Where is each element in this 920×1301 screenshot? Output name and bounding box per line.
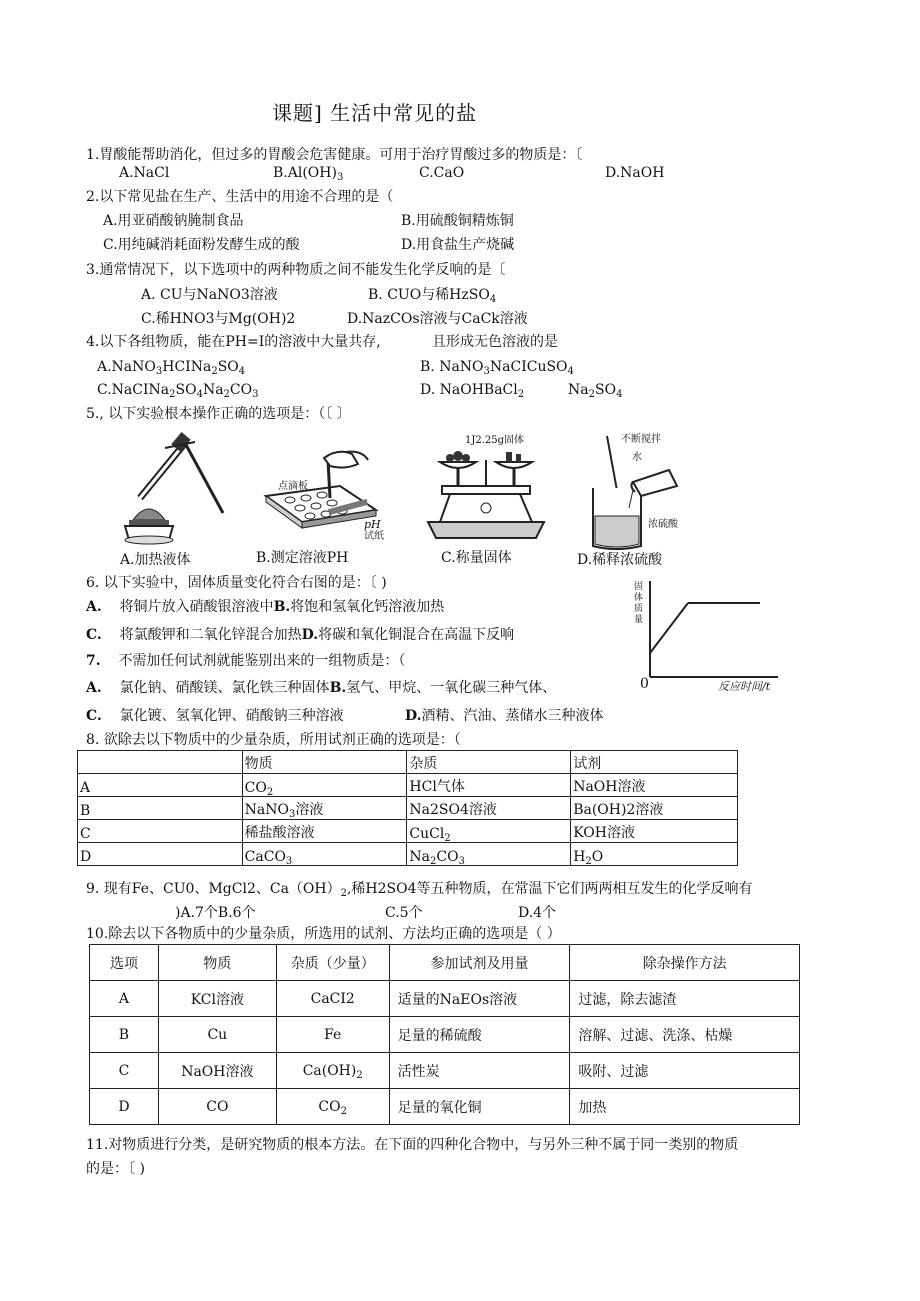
q7-stem: 7. 不需加任何试剂就能鉴别出来的一组物质是：（ [86, 653, 406, 669]
q4-option-c: $C.NaCINa_2SO_4Na_2CO_3$ [97, 382, 259, 400]
q6-stem: 6. 以下实验中，固体质量变化符合右图的是：〔 ) [86, 575, 387, 591]
q10-table [89, 944, 800, 1125]
table-cell: 足量的稀硫酸 [389, 1017, 570, 1053]
table-cell: CaCO$_3$ [242, 843, 407, 866]
q1-option-a: A.NaCl [119, 165, 170, 181]
table-cell: A [78, 774, 243, 797]
table-row [78, 843, 738, 866]
q11-line2: 的是：〔 ) [86, 1161, 145, 1177]
q5-option-a: A.加热液体 [120, 552, 191, 568]
table-cell: 活性炭 [389, 1053, 570, 1089]
q10-stem: 10.除去以下各物质中的少量杂质，所选用的试剂、方法均正确的选项是（ ） [86, 926, 561, 942]
table-cell: Fe [276, 1017, 389, 1053]
q3-option-b: B. CUO与稀HzSO$_4$ [368, 287, 497, 305]
table-cell: $CO_2$ [276, 1089, 389, 1125]
q9-options-ab: )A.7个B.6个 [175, 905, 256, 921]
q2-option-d: D.用食盐生产烧碱 [401, 237, 515, 253]
table-header-row [78, 751, 738, 774]
table-cell: $CO_2$ [242, 774, 407, 797]
q1-option-c: C.CaO [419, 165, 465, 181]
fig-c-label: 1J2.25g固体 [465, 435, 525, 446]
table-cell: 物质 [158, 945, 276, 981]
table-cell: NaOH溶液 [158, 1053, 276, 1089]
table-cell: NaNO$_3$溶液 [242, 797, 407, 820]
q6-options-ab: A. 将铜片放入硝酸银溶液中B.将饱和氢氧化钙溶液加热 [86, 599, 445, 615]
fig-d-label-water: 水 [632, 452, 642, 463]
fig-d-label-acid: 浓硫酸 [648, 519, 678, 530]
q4-stem-end: 且形成无色溶液的是 [432, 334, 558, 350]
q6-options-cd: C. 将氯酸钾和二氧化锌混合加热D.将碳和氧化铜混合在高温下反响 [86, 627, 515, 643]
q5-option-c: C.称量固体 [441, 550, 512, 566]
table-cell: CuCl$_2$ [407, 820, 571, 843]
table-cell: NaOH溶液 [571, 774, 738, 797]
table-cell: C [90, 1053, 159, 1089]
table-cell: 吸附、过滤 [570, 1053, 800, 1089]
table-row [78, 774, 738, 797]
q11-line1: 11.对物质进行分类，是研究物质的根本方法。在下面的四种化合物中，与另外三种不属于同一类别的物质 [86, 1137, 739, 1153]
q2-option-b: B.用硫酸铜精炼铜 [401, 213, 514, 229]
q1-option-d: D.NaOH [605, 165, 665, 181]
q2-option-c: C.用纯碱消耗面粉发酵生成的酸 [103, 237, 300, 253]
table-cell: 物质 [242, 751, 407, 774]
q8-stem: 8. 欲除去以下物质中的少量杂质，所用试剂正确的选项是：（ [86, 732, 461, 748]
table-cell: HCl气体 [407, 774, 571, 797]
q9-option-c: C.5个 [385, 905, 423, 921]
table-row [90, 981, 800, 1017]
table-cell: CO [158, 1089, 276, 1125]
table-cell: $Na_2CO_3$ [407, 843, 571, 866]
q5-option-d: D.稀释浓硫酸 [577, 552, 663, 568]
q7-option-c: C. 氯化镀、氢氧化钾、硝酸钠三种溶液 [86, 708, 344, 724]
q3-option-a: A. CU与NaNO3溶液 [141, 287, 278, 303]
table-cell: 适量的NaEOs溶液 [389, 981, 570, 1017]
q5-stem: 5., 以下实验根本操作正确的选项是：（〔 〕 [86, 406, 351, 422]
q1-option-b: $B.Al(OH)_3$ [273, 165, 344, 183]
q4-option-d-part2: $Na_2SO_4$ [568, 382, 623, 400]
q4-option-b: B. NaNO$_3$NaCICuSO$_4$ [420, 359, 574, 377]
table-cell: 选项 [90, 945, 159, 981]
fig-d-label-stir: 不断搅拌 [621, 434, 661, 445]
page-title: 课题] 生活中常见的盐 [272, 101, 478, 125]
q1-stem: 1.胃酸能帮助消化，但过多的胃酸会危害健康。可用于治疗胃酸过多的物质是：〔 [86, 147, 583, 163]
table-cell: 杂质 [407, 751, 571, 774]
table-cell: B [90, 1017, 159, 1053]
table-cell: A [90, 981, 159, 1017]
table-row [90, 1089, 800, 1125]
table-cell: 试剂 [571, 751, 738, 774]
q4-option-d: D. NaOHBaCl$_2$ [420, 382, 525, 400]
q9-stem: 9. 现有Fe、CU0、MgCl2、$Ca(OH)_2$,稀H2SO4等五种物质，在常温下它们两两相互发生的化学反响有 [86, 881, 753, 899]
q3-option-c: C.稀HNO3与Mg(OH)2 [141, 311, 296, 327]
table-cell: D [90, 1089, 159, 1125]
q4-option-a: $A.NaNO_3HCINa_2SO_4$ [97, 359, 246, 377]
table-cell: KCl溶液 [158, 981, 276, 1017]
figure-heating-liquid [115, 428, 235, 550]
table-cell: Na2SO4溶液 [407, 797, 571, 820]
fig-b-label-paper: 试纸 [364, 531, 384, 542]
q3-stem: 3.通常情况下，以下选项中的两种物质之间不能发生化学反响的是〔 [86, 262, 506, 278]
q3-option-d: D.NazCOs溶液与CaCk溶液 [347, 311, 528, 327]
q7-options-ab: A. 氯化钠、硝酸镁、氯化铁三种固体B.氢气、甲烷、一氧化碳三种气体、 [86, 680, 557, 696]
table-cell: 杂质（少量） [276, 945, 389, 981]
q9-option-d: D.4个 [518, 905, 557, 921]
table-row [90, 1017, 800, 1053]
table-cell: 加热 [570, 1089, 800, 1125]
table-cell: 足量的氧化铜 [389, 1089, 570, 1125]
fig-b-label-board: 点滴板 [278, 481, 308, 492]
table-cell: 过滤，除去滤渣 [570, 981, 800, 1017]
table-cell: B [78, 797, 243, 820]
table-cell: $Ca(OH)_2$ [276, 1053, 389, 1089]
table-header-row [90, 945, 800, 981]
q7-option-d: D.酒精、汽油、蒸储水三种液体 [405, 708, 604, 724]
table-cell [78, 751, 243, 774]
table-row [78, 820, 738, 843]
table-row [78, 797, 738, 820]
table-cell: 除杂操作方法 [570, 945, 800, 981]
table-cell: Ba(OH)2溶液 [571, 797, 738, 820]
q5-option-b: B.测定溶液PH [256, 550, 349, 566]
q6-graph [628, 575, 788, 695]
table-cell: $H_2O$ [571, 843, 738, 866]
table-cell: D [78, 843, 243, 866]
table-cell: Cu [158, 1017, 276, 1053]
graph-x-label: 反应时间/t [718, 680, 771, 693]
table-cell: C [78, 820, 243, 843]
q2-option-a: A.用亚硝酸钠腌制食品 [103, 213, 244, 229]
q2-stem: 2.以下常见盐在生产、生活中的用途不合理的是（ [86, 189, 394, 205]
q4-stem: 4.以下各组物质，能在PH=I的溶液中大量共存, [86, 334, 381, 350]
graph-y-label: 固体质量 [634, 582, 644, 625]
table-cell: 稀盐酸溶液 [242, 820, 407, 843]
table-cell: 参加试剂及用量 [389, 945, 570, 981]
figure-balance [420, 442, 555, 544]
table-cell: 溶解、过滤、洗涤、枯燥 [570, 1017, 800, 1053]
table-row [90, 1053, 800, 1089]
graph-origin: 0 [640, 676, 649, 692]
q8-table [77, 750, 738, 866]
fig-b-label-ph: pH [364, 518, 381, 531]
table-cell: KOH溶液 [571, 820, 738, 843]
table-cell: CaCI2 [276, 981, 389, 1017]
